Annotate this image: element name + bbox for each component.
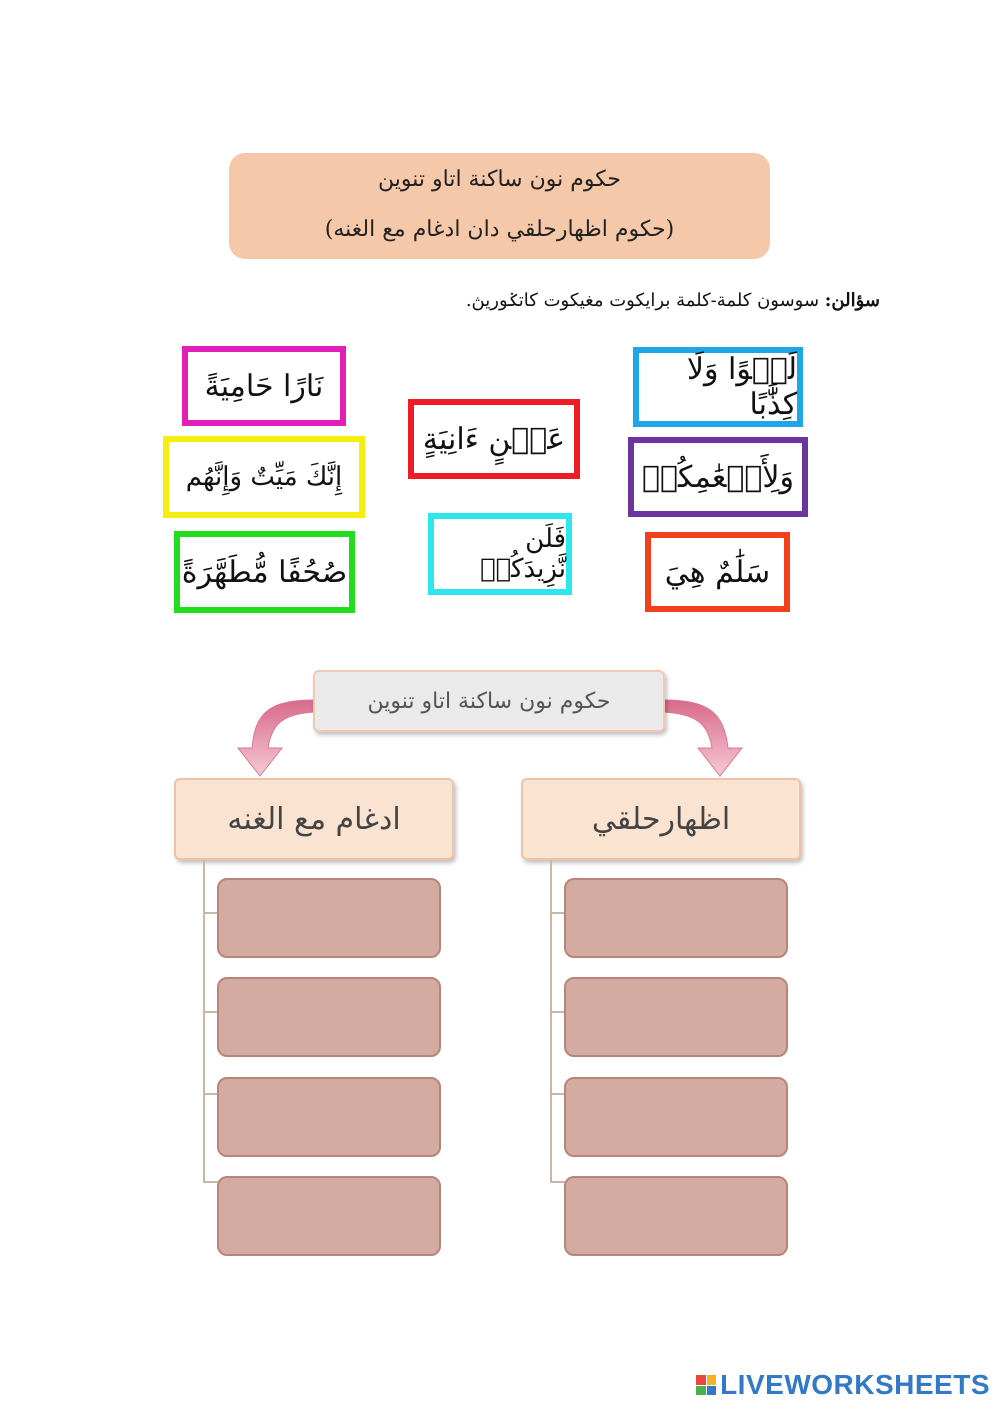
logo-text: LIVEWORKSHEETS [720, 1369, 990, 1400]
liveworksheets-logo[interactable] [696, 1369, 990, 1401]
header-title: حكوم نون ساكنة اتاو تنوين [378, 167, 621, 192]
izhar-drop-box[interactable] [564, 977, 788, 1057]
question-line [466, 290, 880, 311]
diagram-title: حكوم نون ساكنة اتاو تنوين [313, 670, 665, 732]
logo-mark-icon [696, 1375, 716, 1395]
left-arrow-icon [238, 700, 314, 776]
idgham-drop-box[interactable] [217, 1077, 441, 1157]
izhar-drop-box[interactable] [564, 1077, 788, 1157]
tree-line [203, 1011, 218, 1013]
word-card[interactable]: فَلَن نَّزِيدَكُمۡ [428, 513, 572, 595]
tree-line [550, 860, 552, 1182]
word-card[interactable]: صُحُفًا مُّطَهَّرَةً [174, 531, 355, 613]
izhar-drop-box[interactable] [564, 1176, 788, 1256]
word-card[interactable]: إِنَّكَ مَيِّتٌ وَإِنَّهُم [163, 436, 365, 518]
izhar-drop-box[interactable] [564, 878, 788, 958]
question-text: سوسون كلمة-كلمة برايكوت مغيكوت كاتݢوريڽ. [465, 290, 820, 311]
word-card[interactable]: نَارًا حَامِيَةً [182, 346, 346, 426]
tree-line [550, 1011, 565, 1013]
tree-line [550, 1093, 565, 1095]
word-card[interactable]: لَغۡوًا وَلَا كِذَّٰبًا [633, 347, 803, 427]
tree-line [203, 1093, 218, 1095]
header-subtitle: (حكوم اظهارحلقي دان ادغام مع الغنه) [324, 217, 675, 242]
category-idgham-header: ادغام مع الغنه [174, 778, 454, 860]
idgham-drop-box[interactable] [217, 977, 441, 1057]
word-card[interactable]: وَلِأَنۡعَٰمِكُمۡ [628, 437, 808, 517]
tree-line [203, 1181, 218, 1183]
idgham-drop-box[interactable] [217, 1176, 441, 1256]
idgham-drop-box[interactable] [217, 878, 441, 958]
category-izhar-header: اظهارحلقي [521, 778, 801, 860]
tree-line [203, 860, 205, 1182]
right-arrow-icon [664, 700, 742, 776]
tree-line [550, 1181, 565, 1183]
tree-line [550, 912, 565, 914]
word-card[interactable]: عَيۡنٍ ءَانِيَةٍ [408, 399, 580, 479]
header-banner [229, 153, 770, 259]
tree-line [203, 912, 218, 914]
word-card[interactable]: سَلَٰمٌ هِيَ [645, 532, 790, 612]
question-label: سؤالن: [824, 290, 880, 311]
